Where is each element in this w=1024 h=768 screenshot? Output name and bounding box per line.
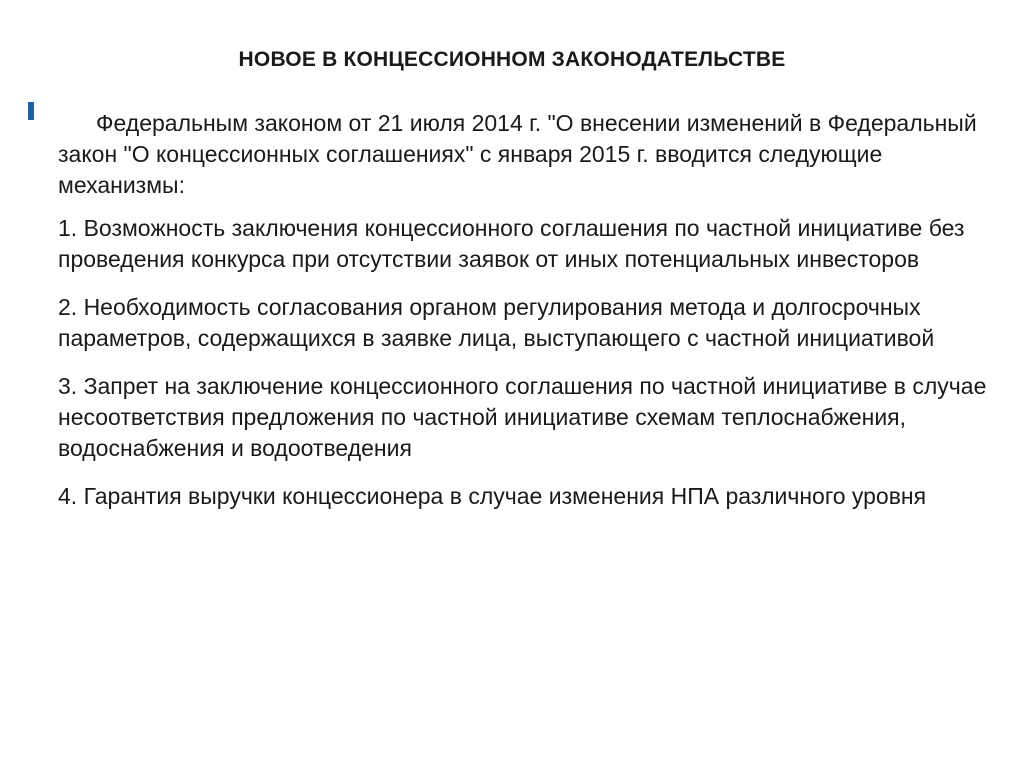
list-item-3: 3. Запрет на заключение концессионного соглашения по частной инициативе в случае несоответствия предложения по частной инициативе схемам теплоснабжения, водоснабжения и водоотведения (58, 373, 987, 461)
intro-paragraph: Федеральным законом от 21 июля 2014 г. "О внесении изменений в Федеральный закон "О концессионных соглашениях" с января 2015 г. вводится следующие механизмы: (58, 110, 977, 198)
slide-content (58, 108, 988, 512)
list-item-4: 4. Гарантия выручки концессионера в случае изменения НПА различного уровня (58, 483, 927, 509)
slide-title: НОВОЕ В КОНЦЕССИОННОМ ЗАКОНОДАТЕЛЬСТВЕ (238, 48, 786, 71)
list-item-1: 1. Возможность заключения концессионного соглашения по частной инициативе без проведения конкурса при отсутствии заявок от иных потенциальных инвесторов (58, 215, 965, 272)
list-item-2: 2. Необходимость согласования органом регулирования метода и долгосрочных параметров, содержащихся в заявке лица, выступающего с частной инициативой (58, 294, 935, 351)
bullet-marker (28, 102, 34, 120)
